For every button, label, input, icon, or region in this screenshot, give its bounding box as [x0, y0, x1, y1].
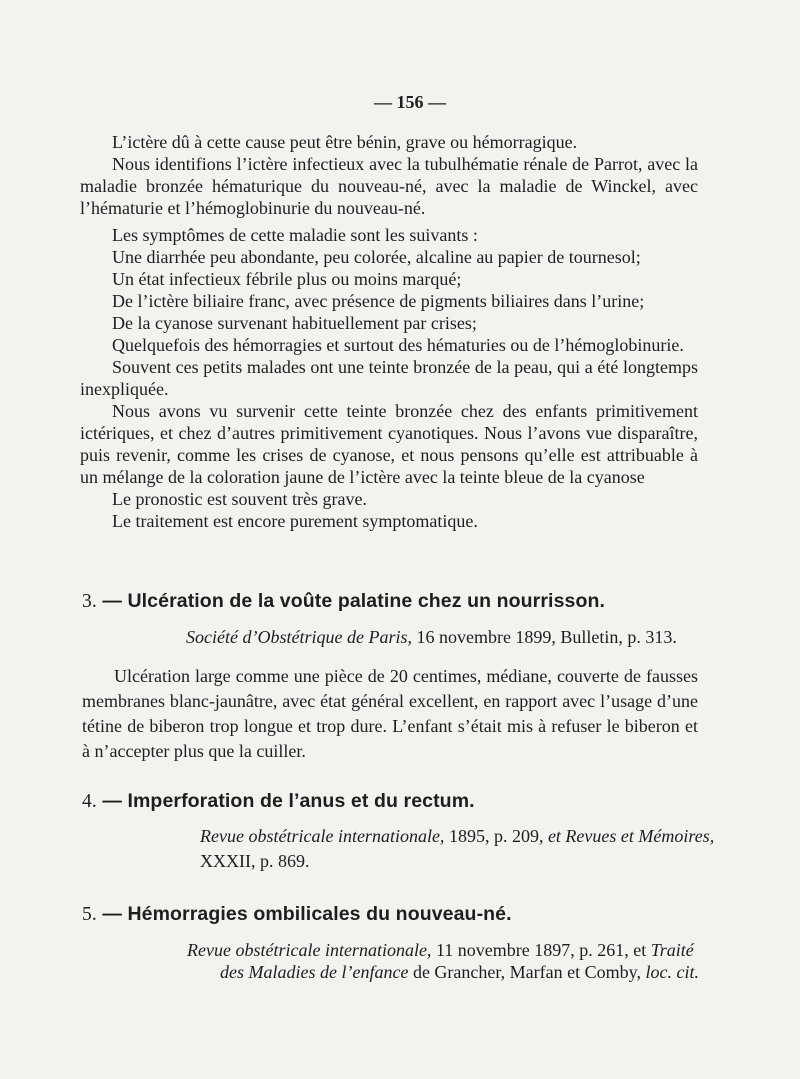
section-3-reference [186, 626, 677, 648]
section-5-ref-book: Traité [646, 940, 694, 960]
section-4-reference-line-1 [200, 825, 714, 847]
section-3-body [82, 664, 698, 764]
section-4-number: 4. [82, 791, 97, 812]
section-3-ref-detail: 16 novembre 1899, Bulletin, p. 313. [411, 627, 677, 647]
section-3-ref-journal: Société d’Obstétrique de Paris, [186, 627, 412, 647]
section-4-ref-journal-2: et Revues et Mémoires, [543, 826, 715, 846]
paragraph-12: Le traitement est encore purement symptomatique. [112, 511, 478, 531]
section-3-number: 3. [82, 591, 97, 612]
section-5-reference-line-2 [220, 961, 699, 983]
main-text-block [80, 131, 698, 532]
section-5-ref-detail: 11 novembre 1897, p. 261, et [431, 940, 647, 960]
paragraph-9: Souvent ces petits malades ont une teinte bronzée de la peau, qui a été longtemps inexpliquée. [80, 357, 698, 399]
section-5-heading [82, 903, 512, 926]
section-5-ref-journal: Revue obstétricale internationale, [187, 940, 432, 960]
paragraph-4: Une diarrhée peu abondante, peu colorée, alcaline au papier de tournesol; [112, 247, 641, 267]
section-4-ref-detail: 1895, p. 209, [444, 826, 544, 846]
section-5-reference-line-1 [187, 939, 694, 961]
paragraph-6: De l’ictère biliaire franc, avec présence de pigments biliaires dans l’urine; [112, 291, 645, 311]
section-3-title: — Ulcération de la voûte palatine chez un nourrisson. [102, 590, 606, 612]
paragraph-11: Le pronostic est souvent très grave. [112, 489, 367, 509]
paragraph-10: Nous avons vu survenir cette teinte bronzée chez des enfants primitivement ictériques, et chez d’autres primitivement cyanotiques. Nous l’avons vue disparaître, puis revenir, comme les crises de cyanose, et nous pensons qu’elle est attribuable à un mélange de la coloration jaune de l’ictère avec la teinte bleue de la cyanose [80, 401, 698, 487]
section-5-ref-loc-cit: loc. cit. [640, 962, 699, 982]
paragraph-2: Nous identifions l’ictère infectieux avec la tubulhématie rénale de Parrot, avec la maladie bronzée hématurique du nouveau-né, avec la maladie de Winckel, avec l’hématurie et l’hémoglobinurie du nouveau-né. [80, 154, 698, 218]
paragraph-1: L’ictère dû à cette cause peut être bénin, grave ou hémorragique. [112, 132, 578, 152]
section-5-ref-book-title: des Maladies de l’enfance [220, 962, 409, 982]
paragraph-3: Les symptômes de cette maladie sont les suivants : [112, 225, 478, 245]
paragraph-7: De la cyanose survenant habituellement par crises; [112, 313, 477, 333]
section-5-ref-authors: de Grancher, Marfan et Comby, [408, 962, 641, 982]
page-number: — 156 — [374, 92, 446, 112]
paragraph-8: Quelquefois des hémorragies et surtout des hématuries ou de l’hémoglobinurie. [112, 335, 684, 355]
section-5-number: 5. [82, 904, 97, 925]
section-4-reference-line-2: XXXII, p. 869. [200, 851, 310, 871]
section-4-heading [82, 790, 475, 813]
section-5-title: — Hémorragies ombilicales du nouveau-né. [102, 903, 512, 925]
section-4-ref-journal: Revue obstétricale internationale, [200, 826, 445, 846]
paragraph-5: Un état infectieux fébrile plus ou moins marqué; [112, 269, 462, 289]
section-3-text: Ulcération large comme une pièce de 20 centimes, médiane, couverte de fausses membranes blanc-jaunâtre, avec état général excellent, en rapport avec l’usage d’une tétine de biberon trop longue et trop dure. L’enfant s’était mis à refuser le biberon et à n’accepter plus que la cuiller. [82, 666, 698, 761]
section-3-heading [82, 590, 605, 613]
section-4-title: — Imperforation de l’anus et du rectum. [102, 790, 475, 812]
